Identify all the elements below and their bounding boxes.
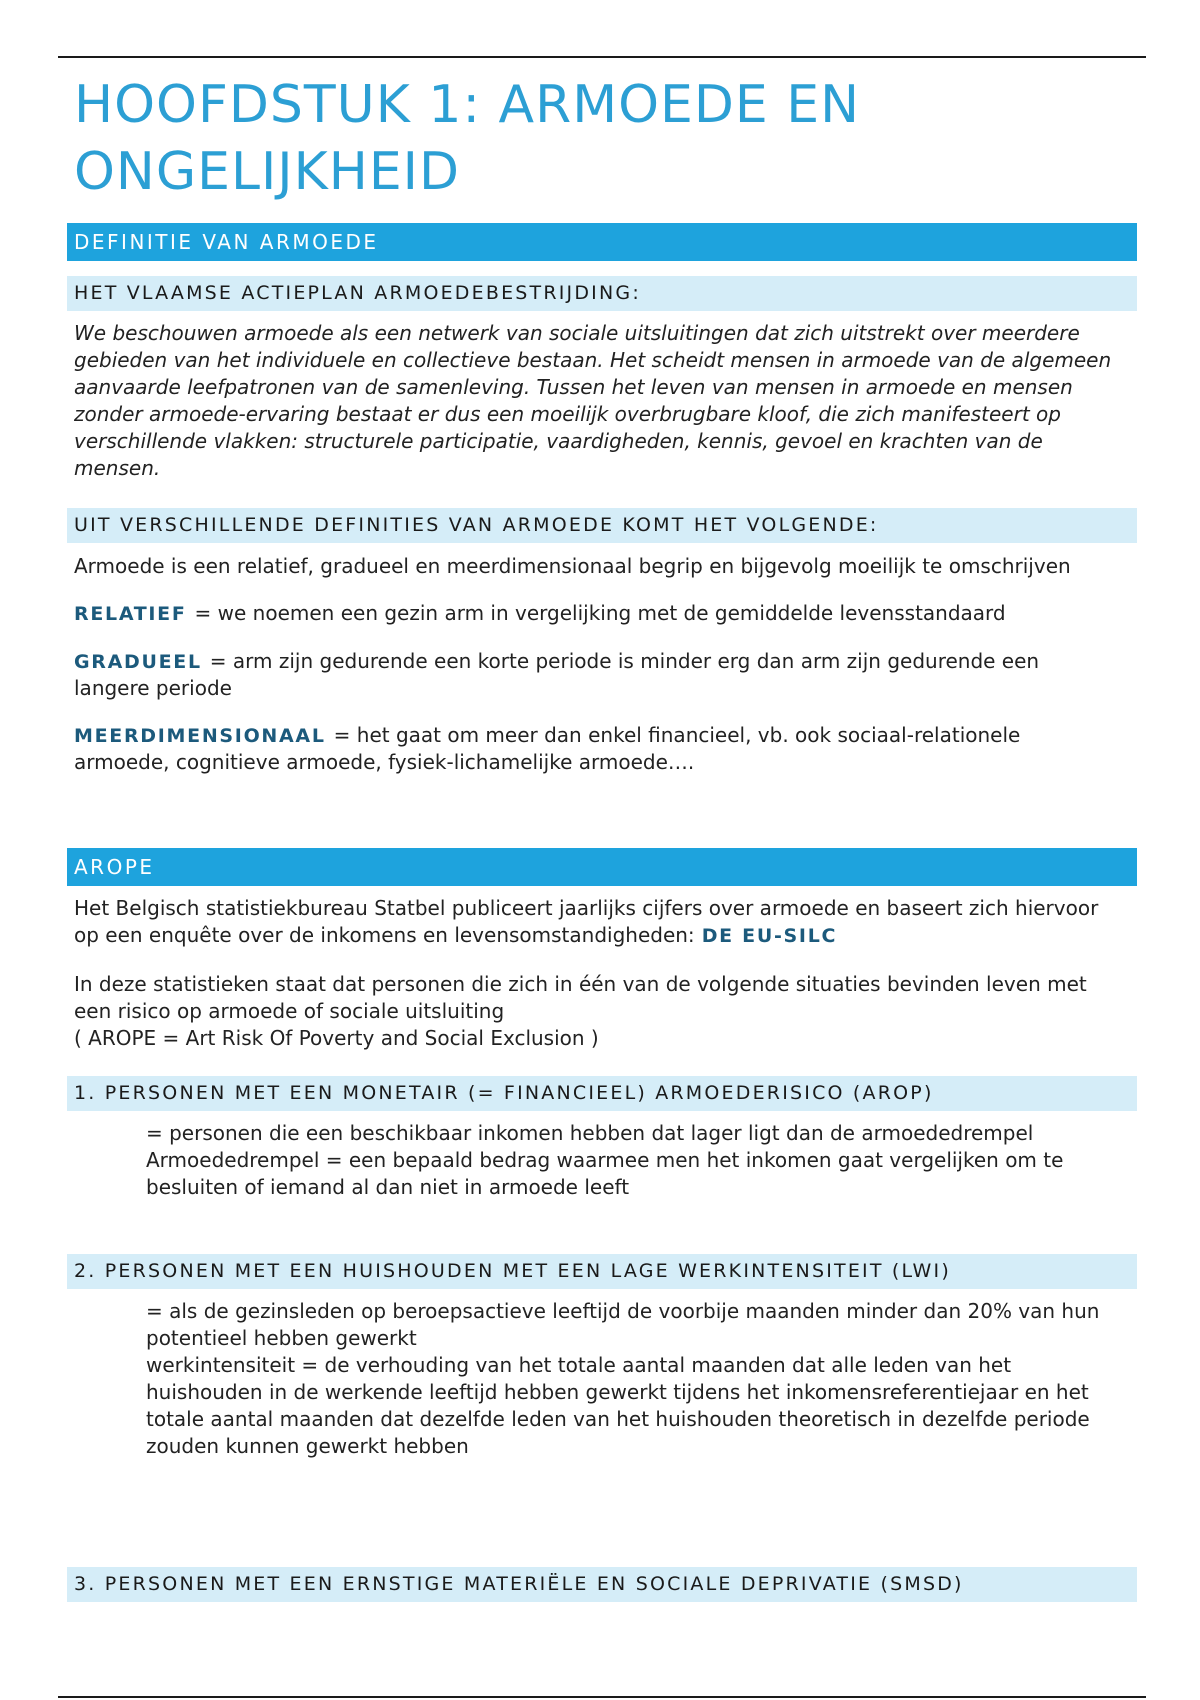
description-line: huishouden in de werkende leeftijd hebben gewerkt tijdens het inkomensreferentiejaar en het	[146, 1380, 1089, 1404]
description-line: totale aantal maanden dat dezelfde leden van het huishouden theoretisch in dezelfde periode	[146, 1407, 1090, 1431]
quote-line: gebieden van het individuele en collectieve bestaan. Het scheidt mensen in armoede van de algemeen	[74, 348, 1112, 372]
arop-description	[146, 1120, 1063, 1201]
description-line: Armoededrempel = een bepaald bedrag waarmee men het inkomen gaat vergelijken om te	[146, 1148, 1064, 1172]
term-explanation-continued: langere periode	[74, 676, 232, 700]
quote-line: mensen.	[74, 456, 161, 480]
quote-line: verschillende vlakken: structurele participatie, vaardigheden, kennis, gevoel en krachten van de	[74, 429, 1043, 453]
description-line: besluiten of iemand al dan niet in armoede leeft	[146, 1175, 630, 1199]
description-line: werkintensiteit = de verhouding van het totale aantal maanden dat alle leden van het	[146, 1353, 1012, 1377]
explanation-line: een risico op armoede of sociale uitsluiting	[74, 999, 505, 1023]
quote-line: zonder armoede-ervaring bestaat er dus een moeilijk overbrugbare kloof, die zich manifesteert op	[74, 402, 1061, 426]
term-explanation: = het gaat om meer dan enkel financieel, vb. ook sociaal-relationele	[333, 723, 1021, 747]
subheading-definities: UIT VERSCHILLENDE DEFINITIES VAN ARMOEDE KOMT HET VOLGENDE:	[67, 508, 1137, 543]
description-line: zouden kunnen gewerkt hebben	[146, 1434, 469, 1458]
top-divider	[58, 56, 1146, 58]
explanation-line: ( AROPE = Art Risk Of Poverty and Social Exclusion )	[74, 1026, 599, 1050]
subheading-vlaams-actieplan: HET VLAAMSE ACTIEPLAN ARMOEDEBESTRIJDING:	[67, 276, 1137, 311]
subheading-smsd: 3. PERSONEN MET EEN ERNSTIGE MATERIËLE EN SOCIALE DEPRIVATIE (SMSD)	[67, 1567, 1137, 1602]
term-label: GRADUEEL	[74, 651, 202, 673]
term-line	[74, 648, 1039, 675]
description-line: = personen die een beschikbaar inkomen hebben dat lager ligt dan de armoededrempel	[146, 1121, 1034, 1145]
eu-silc-emphasis: DE EU-SILC	[701, 925, 838, 947]
arope-intro	[74, 895, 1098, 949]
term-explanation-continued: armoede, cognitieve armoede, fysiek-lichamelijke armoede….	[74, 750, 695, 774]
quote-line: We beschouwen armoede als een netwerk van sociale uitsluitingen dat zich uitstrekt over meerdere	[74, 321, 1080, 345]
section-heading-definitie: DEFINITIE VAN ARMOEDE	[67, 223, 1137, 261]
term-relatief	[74, 600, 1006, 627]
definities-intro	[74, 553, 1071, 580]
term-meerdimensionaal	[74, 722, 1020, 776]
section-heading-arope: AROPE	[67, 848, 1137, 886]
term-gradueel	[74, 648, 1039, 702]
chapter-title: HOOFDSTUK 1: ARMOEDE EN ONGELIJKHEID	[74, 75, 861, 202]
term-line	[74, 722, 1020, 749]
explanation-line: In deze statistieken staat dat personen die zich in één van de volgende situaties bevinden leven met	[74, 972, 1087, 996]
description-line: potentieel hebben gewerkt	[146, 1326, 417, 1350]
description-line: = als de gezinsleden op beroepsactieve leeftijd de voorbije maanden minder dan 20% van hun	[146, 1299, 1100, 1323]
intro-line: Armoede is een relatief, gradueel en meerdimensionaal begrip en bijgevolg moeilijk te omschrijven	[74, 554, 1071, 578]
arope-explanation	[74, 971, 1087, 1052]
term-label: MEERDIMENSIONAAL	[74, 725, 326, 747]
term-line	[74, 600, 1006, 627]
intro-text: op een enquête over de inkomens en levensomstandigheden:	[74, 923, 695, 947]
intro-line: Het Belgisch statistiekbureau Statbel publiceert jaarlijks cijfers over armoede en baseert zich hiervoor	[74, 896, 1099, 920]
lwi-description	[146, 1298, 1099, 1460]
term-explanation: = arm zijn gedurende een korte periode is minder erg dan arm zijn gedurende een	[209, 649, 1040, 673]
intro-line	[74, 922, 1098, 949]
term-explanation: = we noemen een gezin arm in vergelijking met de gemiddelde levensstandaard	[194, 601, 1006, 625]
bottom-divider	[58, 1696, 1146, 1698]
term-label: RELATIEF	[74, 603, 187, 625]
quote-line: aanvaarde leefpatronen van de samenleving. Tussen het leven van mensen in armoede en mensen	[74, 375, 1073, 399]
actieplan-quote	[74, 320, 1111, 482]
subheading-arop: 1. PERSONEN MET EEN MONETAIR (= FINANCIEEL) ARMOEDERISICO (AROP)	[67, 1076, 1137, 1111]
subheading-lwi: 2. PERSONEN MET EEN HUISHOUDEN MET EEN LAGE WERKINTENSITEIT (LWI)	[67, 1254, 1137, 1289]
